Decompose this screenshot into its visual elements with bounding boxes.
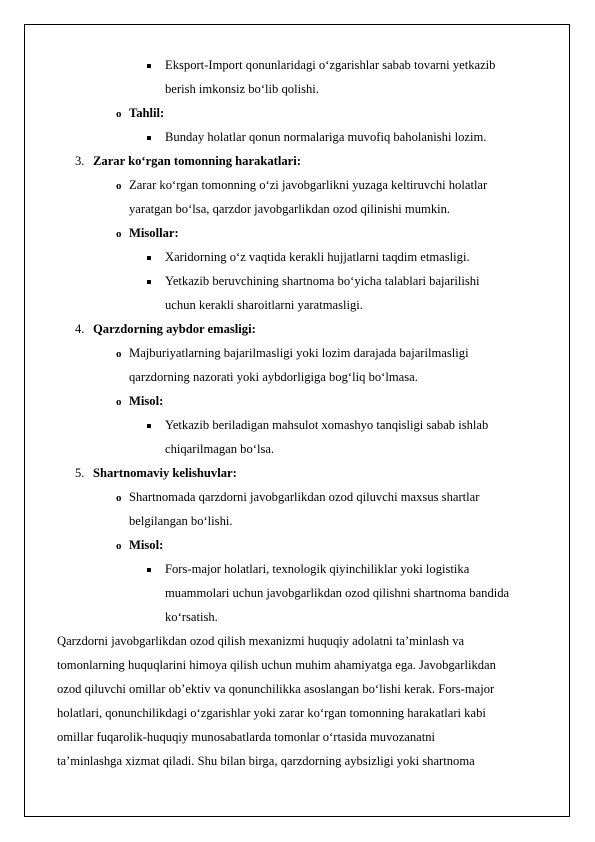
- bullet-text: ko‘rsatish.: [165, 610, 218, 624]
- square-bullet-icon: [147, 568, 151, 572]
- circle-bullet-icon: o: [116, 540, 122, 552]
- square-bullet-icon: [147, 424, 151, 428]
- section-heading: Qarzdorning aybdor emasligi:: [93, 322, 256, 336]
- section-heading: Zarar ko‘rgan tomonning harakatlari:: [93, 154, 301, 168]
- subheading-misol: Misol:: [129, 394, 164, 408]
- paragraph-line: omillar fuqarolik-huquqiy munosabatlarda tomonlar o‘rtasida muvozanatni: [57, 730, 436, 744]
- bullet-text: Bunday holatlar qonun normalariga muvofiq baholanishi lozim.: [165, 130, 487, 144]
- list-text: yaratgan bo‘lsa, qarzdor javobgarlikdan ozod qilinishi mumkin.: [129, 202, 451, 216]
- bullet-text: berish imkonsiz bo‘lib qolishi.: [165, 82, 319, 96]
- paragraph-line: ozod qiluvchi omillar ob’ektiv va qonunchilikka asoslangan bo‘lishi kerak. Fors-major: [57, 682, 495, 696]
- circle-bullet-icon: o: [116, 180, 122, 192]
- bullet-text: Yetkazib beriladigan mahsulot xomashyo tanqisligi sabab ishlab: [165, 418, 489, 432]
- circle-bullet-icon: o: [116, 228, 122, 240]
- circle-bullet-icon: o: [116, 492, 122, 504]
- list-number: 5.: [75, 466, 85, 480]
- list-text: Zarar ko‘rgan tomonning o‘zi javobgarlikni yuzaga keltiruvchi holatlar: [129, 178, 488, 192]
- list-number: 4.: [75, 322, 85, 336]
- bullet-text: Fors-major holatlari, texnologik qiyinchiliklar yoki logistika: [165, 562, 470, 576]
- list-text: qarzdorning nazorati yoki aybdorligiga bog‘liq bo‘lmasa.: [129, 370, 418, 384]
- list-text: Majburiyatlarning bajarilmasligi yoki lozim darajada bajarilmasligi: [129, 346, 469, 360]
- list-number: 3.: [75, 154, 85, 168]
- square-bullet-icon: [147, 280, 151, 284]
- bullet-text: Xaridorning o‘z vaqtida kerakli hujjatlarni taqdim etmasligi.: [165, 250, 470, 264]
- bullet-text: muammolari uchun javobgarlikdan ozod qilishni shartnoma bandida: [165, 586, 510, 600]
- bullet-text: chiqarilmagan bo‘lsa.: [165, 442, 275, 456]
- square-bullet-icon: [147, 64, 151, 68]
- list-text: belgilangan bo‘lishi.: [129, 514, 233, 528]
- paragraph-line: holatlari, qonunchilikdagi o‘zgarishlar yoki zarar ko‘rgan tomonning harakatlari kabi: [57, 706, 486, 720]
- bullet-text: Eksport-Import qonunlaridagi o‘zgarishlar sabab tovarni yetkazib: [165, 58, 496, 72]
- circle-bullet-icon: o: [116, 108, 122, 120]
- bullet-text: uchun kerakli sharoitlarni yaratmasligi.: [165, 298, 363, 312]
- section-heading: Shartnomaviy kelishuvlar:: [93, 466, 237, 480]
- subheading-misollar: Misollar:: [129, 226, 179, 240]
- bullet-text: Yetkazib beruvchining shartnoma bo‘yicha talablari bajarilishi: [165, 274, 480, 288]
- paragraph-line: Qarzdorni javobgarlikdan ozod qilish mexanizmi huquqiy adolatni ta’minlash va: [57, 634, 465, 648]
- square-bullet-icon: [147, 136, 151, 140]
- circle-bullet-icon: o: [116, 396, 122, 408]
- subheading-tahlil: Tahlil:: [129, 106, 165, 120]
- circle-bullet-icon: o: [116, 348, 122, 360]
- paragraph-line: tomonlarning huquqlarini himoya qilish uchun muhim ahamiyatga ega. Javobgarlikdan: [57, 658, 496, 672]
- subheading-misol: Misol:: [129, 538, 164, 552]
- square-bullet-icon: [147, 256, 151, 260]
- paragraph-line: ta’minlashga xizmat qiladi. Shu bilan birga, qarzdorning aybsizligi yoki shartnoma: [57, 754, 475, 768]
- list-text: Shartnomada qarzdorni javobgarlikdan ozod qiluvchi maxsus shartlar: [129, 490, 480, 504]
